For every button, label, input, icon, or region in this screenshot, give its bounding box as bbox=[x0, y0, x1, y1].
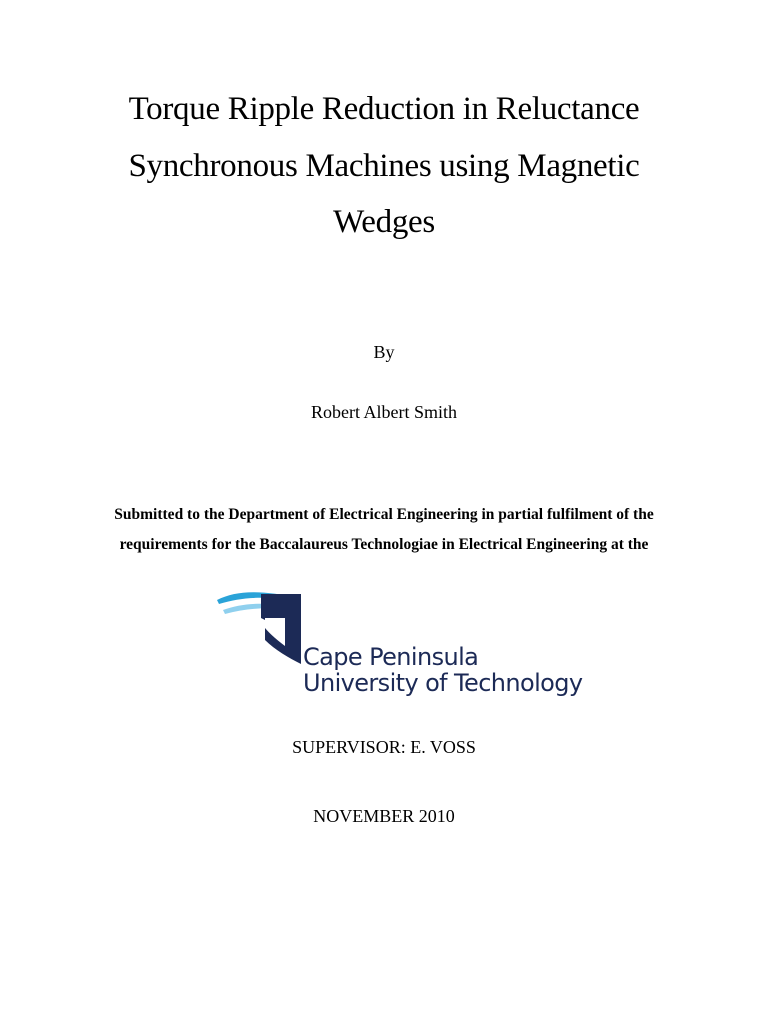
submission-date: NOVEMBER 2010 bbox=[313, 806, 455, 826]
submission-statement-line-2: requirements for the Baccalaureus Technologiae in Electrical Engineering at the bbox=[119, 536, 649, 553]
university-logo bbox=[215, 588, 583, 700]
logo-text-line-1: Cape Peninsula bbox=[303, 643, 479, 671]
by-label: By bbox=[373, 342, 395, 362]
author-name: Robert Albert Smith bbox=[311, 402, 457, 422]
university-logo-emblem-icon bbox=[215, 588, 305, 670]
title-line-2: Synchronous Machines using Magnetic bbox=[128, 148, 640, 184]
title-line-3: Wedges bbox=[333, 204, 435, 240]
logo-text-line-2: University of Technology bbox=[303, 669, 583, 697]
title-line-1: Torque Ripple Reduction in Reluctance bbox=[128, 91, 640, 127]
supervisor-line: SUPERVISOR: E. VOSS bbox=[292, 737, 476, 757]
submission-statement-line-1: Submitted to the Department of Electrical Engineering in partial fulfilment of the bbox=[114, 506, 654, 523]
